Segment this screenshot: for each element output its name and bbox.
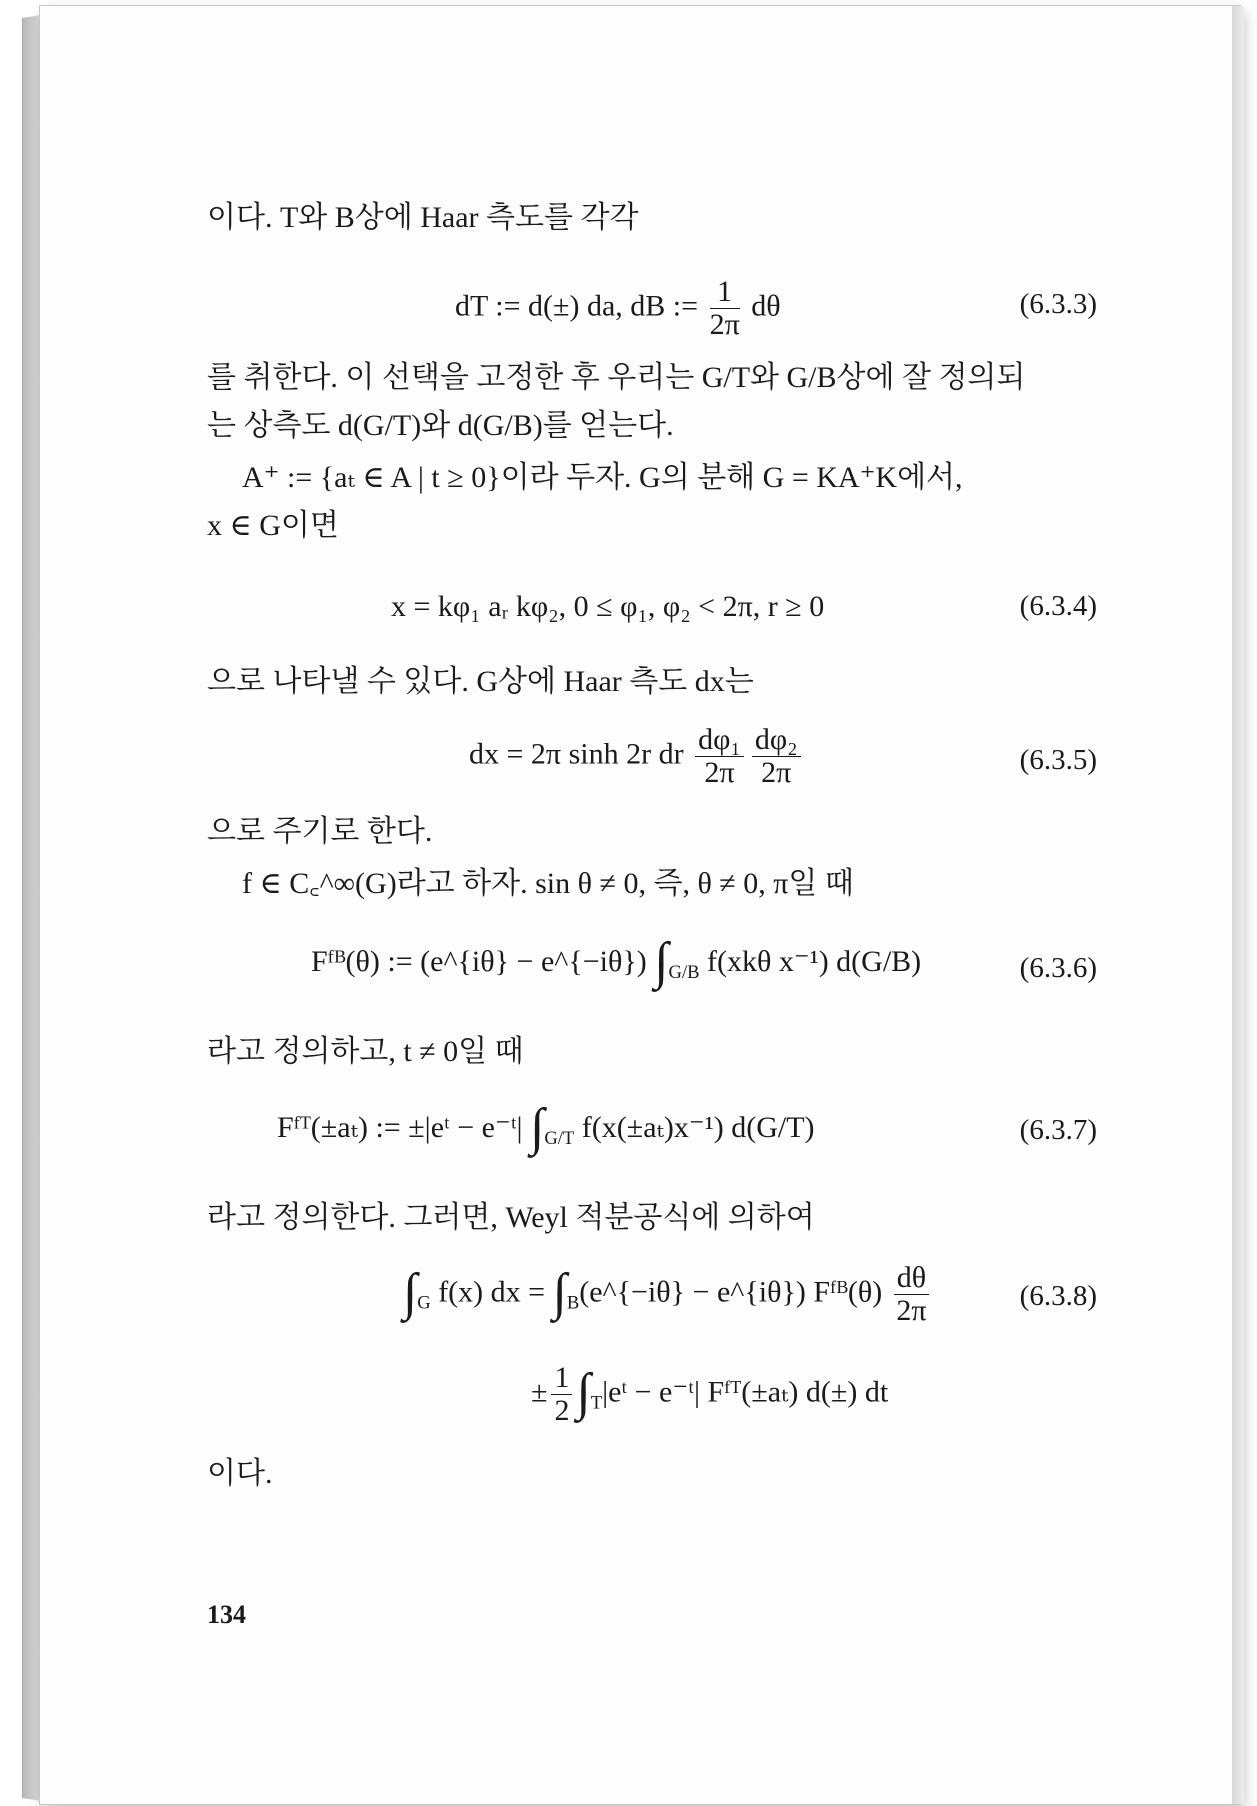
eq-635-denominator-1: 2π	[704, 756, 735, 789]
eq-635-fraction-1	[695, 724, 744, 789]
page-right-edge	[1232, 6, 1244, 1804]
text-line-7: 으로 주기로 한다.	[207, 815, 433, 848]
eq-637-integral-domain: G/T	[544, 1127, 575, 1149]
eq-633-right: dθ	[743, 289, 781, 323]
equation-6-3-6	[207, 930, 1097, 990]
eq-number-6-3-4: (6.3.4)	[1019, 590, 1097, 622]
equation-6-3-8	[207, 1261, 1097, 1327]
eq-638-denominator: 2π	[896, 1294, 927, 1327]
text-line-10: 라고 정의한다. 그러면, Weyl 적분공식에 의하여	[207, 1201, 815, 1234]
page-number: 134	[207, 1600, 246, 1629]
eq-636-integral-domain: G/B	[668, 961, 700, 983]
eq-633-fraction	[710, 276, 740, 341]
text-line-6: 으로 나타낼 수 있다. G상에 Haar 측도 dx는	[207, 665, 754, 698]
integral-sign: ∫	[530, 1099, 545, 1156]
eq-638-numerator: dθ	[894, 1262, 929, 1295]
equation-6-3-5	[207, 723, 1097, 789]
eq-638-domain-2: B	[566, 1292, 580, 1314]
eq-635-numerator-2: dφ₂	[752, 724, 801, 757]
eq-634-formula: x = kφ₁ aᵣ kφ₂, 0 ≤ φ₁, φ₂ < 2π, r ≥ 0	[391, 590, 825, 623]
eq-638b-domain: T	[590, 1392, 603, 1414]
eq-637-left: Fᶠᵀ(±aₜ) := ±|eᵗ − e⁻ᵗ|	[277, 1110, 531, 1144]
eq-638b-numerator: 1	[551, 1362, 572, 1395]
eq-number-6-3-6: (6.3.6)	[1019, 952, 1097, 984]
eq-636-left: Fᶠᴮ(θ) := (e^{iθ} − e^{−iθ})	[311, 944, 655, 978]
eq-635-denominator-2: 2π	[761, 756, 792, 789]
text-line-9: 라고 정의하고, t ≠ 0일 때	[207, 1035, 524, 1068]
eq-637-right: f(x(±aₜ)x⁻¹) d(G/T)	[574, 1110, 815, 1144]
equation-6-3-4	[207, 590, 1097, 650]
text-line-11: 이다.	[207, 1457, 273, 1490]
eq-638b-right: |eᵗ − e⁻ᵗ| Fᶠᵀ(±aₜ) d(±) dt	[602, 1375, 889, 1409]
equation-6-3-3	[207, 275, 1097, 341]
text-line-1: 이다. T와 B상에 Haar 측도를 각각	[207, 201, 639, 234]
eq-633-left: dT := d(±) da, dB :=	[455, 289, 706, 323]
eq-633-denominator: 2π	[709, 308, 740, 341]
text-line-5: x ∈ G이면	[207, 509, 339, 542]
eq-638b-fraction	[551, 1362, 572, 1427]
eq-638b-plusminus: ±	[531, 1375, 548, 1409]
eq-number-6-3-8: (6.3.8)	[1019, 1280, 1097, 1312]
eq-638b-denominator: 2	[554, 1394, 570, 1427]
eq-635-left: dx = 2π sinh 2r dr	[469, 737, 692, 771]
eq-638-right: (e^{−iθ} − e^{iθ}) Fᶠᴮ(θ)	[579, 1275, 890, 1309]
eq-636-right: f(xkθ x⁻¹) d(G/B)	[699, 944, 922, 978]
eq-number-6-3-7: (6.3.7)	[1019, 1114, 1097, 1146]
eq-633-numerator: 1	[710, 276, 740, 309]
text-line-4: A⁺ := {aₜ ∈ A | t ≥ 0}이라 두자. G의 분해 G = KA⁺K에서,	[242, 461, 963, 494]
integral-sign: ∫	[552, 1263, 567, 1321]
eq-638-mid: f(x) dx =	[430, 1275, 553, 1309]
integral-sign: ∫	[576, 1363, 591, 1421]
equation-6-3-7	[207, 1096, 1097, 1156]
eq-638-fraction	[894, 1262, 929, 1327]
text-line-3: 는 상측도 d(G/T)와 d(G/B)를 얻는다.	[207, 409, 674, 442]
text-line-8: f ∈ C꜀^∞(G)라고 하자. sin θ ≠ 0, 즉, θ ≠ 0, π일 때	[242, 867, 854, 900]
eq-635-fraction-2	[752, 724, 801, 789]
integral-sign: ∫	[403, 1263, 418, 1321]
integral-sign: ∫	[654, 933, 669, 990]
eq-number-6-3-3: (6.3.3)	[1019, 288, 1097, 320]
equation-6-3-8-continued	[207, 1361, 1097, 1427]
eq-number-6-3-5: (6.3.5)	[1019, 744, 1097, 776]
text-line-2: 를 취한다. 이 선택을 고정한 후 우리는 G/T와 G/B상에 잘 정의되	[207, 361, 1026, 394]
eq-635-numerator-1: dφ₁	[695, 724, 744, 757]
eq-638-domain-1: G	[417, 1292, 431, 1314]
